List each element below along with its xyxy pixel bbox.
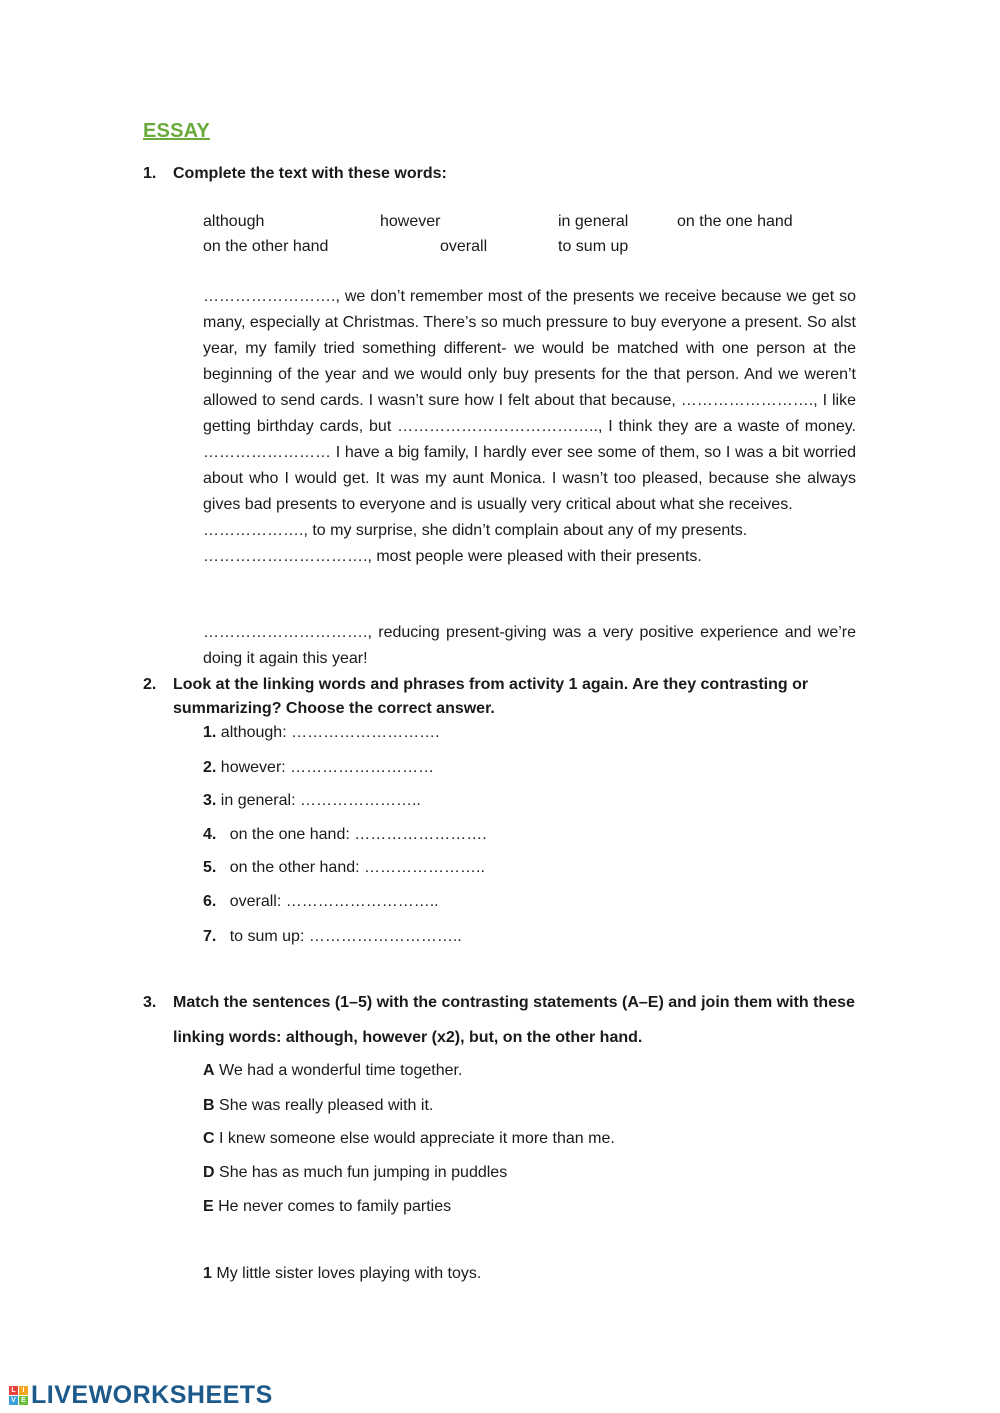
q2-item-text: although: ………………………. — [220, 724, 440, 741]
q2-item-text: on the other hand: ………………….. — [229, 859, 485, 876]
q2-item-number: 1. — [203, 724, 217, 741]
q1-instruction: Complete the text with these words: — [173, 165, 447, 182]
q3-statement-c — [203, 1130, 615, 1148]
logo-blocks-icon — [9, 1386, 28, 1405]
q3-sentence-1 — [203, 1265, 481, 1283]
statement-text: She was really pleased with it. — [219, 1097, 434, 1114]
q2-item-text: to sum up: ……………………….. — [229, 928, 462, 945]
q2-item-number: 3. — [203, 792, 217, 809]
word-on-the-other-hand: on the other hand — [203, 238, 329, 255]
q2-item-text: in general: ………………….. — [220, 792, 421, 809]
q2-item-number: 6. — [203, 893, 217, 910]
q1-number: 1. — [143, 165, 157, 182]
statement-text: He never comes to family parties — [218, 1198, 452, 1215]
word-although: although — [203, 213, 265, 230]
q1-passage — [203, 284, 856, 570]
passage-paragraph-1: ……………………., we don’t remember most of the presents we receive because we get so many, especially at Christmas. There’s so much pressure to buy everyone a present. So alst year, my family tried something different- we would be matched with one person at the beginning of the year and we would only buy presents for the that person. And we weren’t allowed to send cards. I wasn’t sure how I felt about that because, ……………………., I like getting birthday cards, but ……………………………….., I think they are a waste of money. — [203, 288, 856, 435]
passage-paragraph-2: …………………… I have a big family, I hardly ever see some of them, so I was a bit worried about who I would get. It was my aunt Monica. I wasn’t too pleased, because she always gives bad presents to everyone and is usually very critical about what she receives. — [203, 444, 856, 513]
statement-letter: B — [203, 1097, 215, 1114]
q2-item-6 — [203, 893, 439, 911]
liveworksheets-logo — [9, 1380, 273, 1410]
q2-item-5 — [203, 859, 485, 877]
q2-item-text: on the one hand: ……………………. — [229, 826, 487, 843]
page-title: ESSAY — [143, 120, 210, 142]
q2-item-text: overall: ……………………….. — [229, 893, 439, 910]
statement-letter: A — [203, 1062, 215, 1079]
q2-item-text: however: ……………………… — [220, 759, 435, 776]
q3-statement-d — [203, 1164, 507, 1182]
statement-text: We had a wonderful time together. — [219, 1062, 463, 1079]
q2-item-number: 2. — [203, 759, 217, 776]
q3-instruction-line-1: Match the sentences (1–5) with the contrasting statements (A–E) and join them with these — [173, 994, 855, 1011]
q3-number: 3. — [143, 994, 157, 1011]
word-however: however — [380, 213, 441, 230]
statement-letter: C — [203, 1130, 215, 1147]
passage-paragraph-5: …………………………., reducing present-giving was a very positive experience and we’re doing it again this year! — [203, 624, 856, 667]
statement-text: She has as much fun jumping in puddles — [219, 1164, 508, 1181]
q2-number: 2. — [143, 676, 157, 693]
statement-text: I knew someone else would appreciate it more than me. — [219, 1130, 615, 1147]
q2-item-number: 7. — [203, 928, 217, 945]
q2-item-number: 5. — [203, 859, 217, 876]
passage-paragraph-4: …………………………., most people were pleased with their presents. — [203, 548, 702, 565]
logo-block: I — [19, 1386, 28, 1395]
q2-item-4 — [203, 826, 487, 844]
q2-item-1 — [203, 724, 440, 742]
q3-statement-a — [203, 1062, 462, 1080]
logo-text: LIVEWORKSHEETS — [31, 1380, 273, 1409]
sentence-text: My little sister loves playing with toys. — [216, 1265, 482, 1282]
logo-block: E — [19, 1396, 28, 1405]
word-in-general: in general — [558, 213, 629, 230]
q2-item-number: 4. — [203, 826, 217, 843]
statement-letter: D — [203, 1164, 215, 1181]
q3-instruction-line-2: linking words: although, however (x2), but, on the other hand. — [173, 1029, 643, 1046]
word-on-the-one-hand: on the one hand — [677, 213, 793, 230]
statement-letter: E — [203, 1198, 214, 1215]
q3-statement-b — [203, 1097, 433, 1115]
passage-paragraph-3: ………………., to my surprise, she didn’t complain about any of my presents. — [203, 522, 748, 539]
q2-item-7 — [203, 928, 462, 946]
sentence-number: 1 — [203, 1265, 212, 1282]
logo-block: L — [9, 1386, 18, 1395]
logo-block: V — [9, 1396, 18, 1405]
q3-statement-e — [203, 1198, 451, 1216]
q2-instruction: Look at the linking words and phrases from activity 1 again. Are they contrasting or summarizing? Choose the correct answer. — [173, 676, 809, 717]
word-overall: overall — [440, 238, 488, 255]
q2-item-2 — [203, 759, 434, 777]
q2-item-3 — [203, 792, 421, 810]
q1-passage-conclusion — [203, 620, 856, 672]
word-to-sum-up: to sum up — [558, 238, 629, 255]
